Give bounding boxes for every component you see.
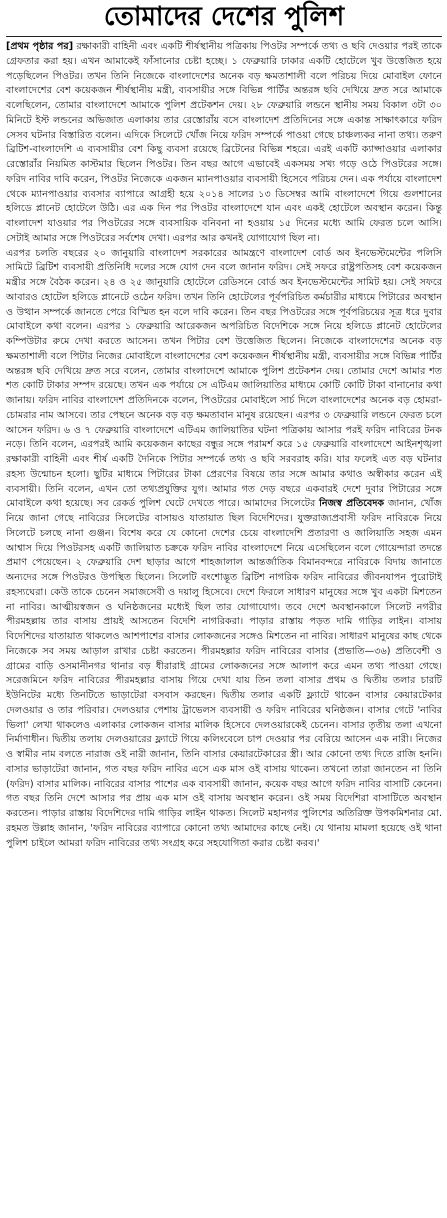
paragraph-2-text: এরপর চলতি বছরের ২০ জানুয়ারি বাংলাদেশ সরকারের আমন্ত্রণে বাংলাদেশ বোর্ড অব ইনভেস্টমেন্টের পলিসি সামিটে ব্রিটিশ ব্যবসায়ী প্রতিনিধি দলের সঙ্গে যোগ দেন বলে জানান ফরিদ। সেই সফরে রাষ্ট্রপতিসহ বেশ কয়েকজন মন্ত্রীর সঙ্গে বৈঠক করেন। ২৪ ও ২৫ জানুয়ারি হোটেলে রেডিসনে বোর্ড অব ইনভেস্টমেন্টের সামিট হয়। সেই সফরে আবারও হোটেল হলিডে প্লানেটে ওঠেন ফরিদ। তখন তিনি হোটেলের পূর্বপরিচিত কর্মচারীর মাধ্যমে পিটারের অবস্থান ও উত্থান সম্পর্কে জানতে পেরে বিস্মিত হন বলে দাবি করেন। তিন বছর পিওটরের সঙ্গে পূর্বপরিচয়ের সূত্র ধরে দুবার মোবাইলে কথা বলেন। এরপর ১ ফেব্রুয়ারি আরেকজন অপরিচিত বিদেশিকে সঙ্গে নিয়ে হলিডে প্লানেট হোটেলের কম্পিউটার রুমে দেখা করতে আসেন। তখন পিটার বেশ উত্তেজিত ছিলেন। নিজেকে বাংলাদেশের অনেক বড় ক্ষমতাশালী বলে পিটার নিজের মোবাইলে বাংলাদেশের বেশ কয়েকজন শীর্ষস্থানীয় মন্ত্রী, ব্যবসায়ীর সঙ্গে বিভিন্ন পার্টির অন্তরঙ্গ ছবি দেখিয়ে দ্রুত সরে বলেন, তোমার বাংলাদেশে আমাকে পুলিশ প্রটেকশন দেয়। তোমার দেশে আমার শত শত কোটি টাকার সম্পদ রয়েছে। তখন এক পর্যায়ে সে এটিএম জালিয়াতির মাধ্যমে কোটি কোটি টাকা বানানোর কথা জানায়। ফরিদ নাবির বাংলাদেশ প্রতিদিনকে বলেন, পিওটরের মোবাইলে সার্চ দিলে বাংলাদেশের অনেক বড় হোমরা-চোমরার নাম আসবে। তার পেছনে অনেক বড় বড় ক্ষমতাবান মানুষ রয়েছেন। এরপর ৩ ফেব্রুয়ারি লন্ডনে ফেরত চলে আসেন ফরিদ। ৬ ও ৭ ফেব্রুয়ারি বাংলাদেশে এটিএম জালিয়াতির ঘটনা পত্রিকায় আসার পরই ফরিদ নাবিরের টনক নড়ে। তিনি বলেন, এরপরই আমি কয়েকজন কাছের বন্ধুর সঙ্গে পরামর্শ করে ১৫ ফেব্রুয়ারি বাংলাদেশে আইনশৃঙ্খলা রক্ষাকারী বাহিনী এবং শীর্ষ একটি দৈনিকে পিটার সম্পর্কে তথ্য ও ছবি সরবরাহ করি। যার ফলেই এত বড় ঘটনার রহস্য উন্মোচন হলো। ছুটির মাধ্যমে পিটারের টাকা প্রেরণের বিষয়ে তার সঙ্গে আমার কথাও অস্বীকার করেন এই ব্যবসায়ী। তিনি বলেন, এখন তো তথ্যপ্রযুক্তির যুগ। আমার গত দেড় বছরে একবারই দেশে দুবার পিটারের সঙ্গে মোবাইলে কথা হয়েছে। সব রেকর্ড পুলিশ ঘেটে দেখতে পারে। আমাদের সিলেটের xyxy=(6,247,442,510)
headline-divider xyxy=(6,36,442,37)
article-paragraph-2 xyxy=(6,247,442,852)
article-headline: তোমাদের দেশের পুলিশ xyxy=(103,2,345,32)
paragraph-1-text: রক্ষাকারী বাহিনী এবং একটি শীর্ষস্থানীয় পত্রিকায় পিওটর সম্পর্কে তথ্য ও ছবি দেওয়ার পরই তাকে গ্রেফতার করা হয়। এখন আমাকেই ফাঁসানোর চেষ্টা হচ্ছে। ১ ফেব্রুয়ারি ঢাকার একটি হোটেলে খুব উত্তেজিত হয়ে পড়েছিলেন পিওটর। তখন তিনি নিজেকে বাংলাদেশের অনেক বড় ক্ষমতাশালী বলে পরিচয় দিয়ে মোবাইল ফোনে বাংলাদেশের বেশ কয়েকজন শীর্ষস্থানীয় মন্ত্রী, ব্যবসায়ীর সঙ্গে বিভিন্ন পার্টির অন্তরঙ্গ ছবি দেখিয়ে দ্রুত সরে আমাকে বলেছিলেন, তোমার বাংলাদেশে আমাকে পুলিশ প্রটেকশন দেয়। ২৮ ফেব্রুয়ারি লন্ডনে স্থানীয় সময় বিকাল ৩টা ৩০ মিনিটে ইস্ট লন্ডনের অভিজাত এলাকায় তার রেস্তোরাঁয় বসে বাংলাদেশ প্রতিদিনের সঙ্গে একান্ত সাক্ষাৎকারে ফরিদ সেসব ঘটনার বিস্তারিত বলেন। এদিকে সিলেটে খোঁজ নিয়ে ফরিদ সম্পর্কে পাওয়া গেছে চাঞ্চল্যকর নানা তথ্য। তরুণ ব্রিটিশ-বাংলাদেশি এ ব্যবসায়ীর বেশ কিছু ব্যবসা রয়েছে ব্রিটেনের বিভিন্ন শহরে। এরই একটি ক্যাপ্সাওয়ার এলাকার রেস্তোরাঁর নিয়মিত কাস্টমার ছিলেন পিওটর। তিন বছর আগে এভাবেই একসময় সখ্য গড়ে ওঠে পিওটরের সঙ্গে। ফরিদ নাবির দাবি করেন, পিওটর নিজেকে একজন ম্যানপাওয়ার ব্যবসায়ী হিসেবে পরিচয় দেন। এক পর্যায়ে বাংলাদেশ থেকে ম্যানপাওয়ার ব্যবসার ব্যাপারে আগ্রহী হয়ে ২০১৪ সালের ১৩ ডিসেম্বর আমি বাংলাদেশে গিয়ে গুলশানের হলিডে প্লানেট হোটেলে উঠি। এর এক দিন পর পিওটর বাংলাদেশে যান এবং একই হোটেলে অবস্থান করেন। কিন্তু বাংলাদেশ যাওয়ার পর পিওটরের সঙ্গে ব্যবসায়িক বনিবনা না হওয়ায় ১৫ দিনের মধ্যে আমি ফেরত চলে আসি। সেটাই আমার সঙ্গে পিওটরের সর্বশেষ দেখা। এরপর আর কখনই যোগাযোগ ছিল না। xyxy=(6,41,442,244)
article-body xyxy=(6,40,442,1212)
byline: নিজস্ব প্রতিবেদক xyxy=(319,498,385,510)
continuation-tag: [প্রথম পৃষ্ঠার পর] xyxy=(6,41,74,52)
paragraph-2-tail-text: জানান, খোঁজ নিয়ে জানা গেছে নাবিরের সিলেটের বাসায়ও যাতায়াত ছিল বিদেশিদের। যুক্তরাজ্যপ্রবাসী ফরিদ নাবিরকে নিয়ে সিলেটে চলছে নানা গুঞ্জন। বিশেষ করে যে কোনো দেশের চেয়ে বাংলাদেশি প্রতারণা ও জালিয়াতি সহজ এমন আশ্বাস দিয়ে পিওটরসহ একটি জালিয়াত চক্রকে ফরিদ নাবির বাংলাদেশে নিয়ে এসেছিলেন বলে গোয়েন্দারা তদন্তে প্রমাণ পেয়েছেন। ২ ফেব্রুয়ারি দেশ ছাড়ার আগে শাহজালাল আন্তর্জাতিক বিমানবন্দরে নাবিরকে বিদায় জানাতে অন্যদের সঙ্গে পিওটরও উপস্থিত ছিলেন। সিলেটি বংশোদ্ভূত ব্রিটিশ নাগরিক ফরিদ নাবিরের জীবনযাপন পুরোটাই রহস্যঘেরা। কেউ তাকে চেনেন সমাজসেবী ও দয়ালু হিসেবে। দেশে ফিরলে সাধারণ মানুষের সঙ্গে খুব একটা মিশতেন না নাবির। আত্মীয়স্বজন ও ঘনিষ্ঠজনের মধ্যেই ছিল তার যোগাযোগ। তবে দেশে অবস্থানকালে সিলেট নগরীর পীরমহল্লায় তার বাসায় প্রায়ই আসতেন বিদেশি নাগরিকরা। পাড়ার রাস্তায় পড়ত দামি গাড়ির লাইন। বাসায় বিদেশিদের যাতায়াত থাকলেও আশপাশের বাসার লোকজনের সঙ্গেও মিশতেন না নাবির। সাধারণ মানুষের কাছ থেকে নিজেকে সব সময় আড়াল রাখার চেষ্টা করতেন। পীরমহল্লার ফরিদ নাবিরের বাসার (প্রভাতি—৩৬) প্রতিবেশী ও গ্রামের বাড়ি ওসমানীনগর থানার বড় ধীরারাই গ্রামের লোকজনের সঙ্গে আলাপ করে এমন তথ্য পাওয়া গেছে। সরেজমিনে ফরিদ নাবিরের পীরমহল্লার বাসায় গিয়ে দেখা যায় তিন তলা বাসার প্রথম ও দ্বিতীয় তলার চারটি ইউনিটের মধ্যে তিনটিতে ভাড়াটেরা বসবাস করছেন। দ্বিতীয় তলার একটি ফ্ল্যাটে থাকেন বাসার কেয়ারটেকার দেলওয়ার ও তার পরিবার। দেলওয়ার পেশায় ট্রাভেলস ব্যবসায়ী ও ফরিদ নাবিরের ঘনিষ্ঠজন। বাসার গেটে 'নাবির ভিলা' লেখা থাকলেও এলাকার লোকজন বাসার মালিক হিসেবে দেলওয়ারকেই চেনেন। বাসার তৃতীয় তলা এখনো নির্মাণাধীন। দ্বিতীয় তলায় দেলওয়ারের ফ্ল্যাটে গিয়ে কলিংবেলে চাপ দেওয়ার পর বেরিয়ে আসেন এক নারী। নিজের ও স্বামীর নাম বলতে নারাজ ওই নারী জানান, তিনি বাসার কেয়ারটেকারের স্ত্রী। আর কোনো তথ্য দিতে রাজি হননি। বাসার ভাড়াটেরা জানান, গত বছর ফরিদ নাবির এসে এক মাস ওই বাসায় থাকেন। তখনো তারা জানতেন না তিনি (ফরিদ) বাসার মালিক। নাবিরের বাসার পাশের এক ব্যবসায়ী জানান, কয়েক বছর আগে ফরিদ নাবির বাসাটি কেনেন। গত বছর তিনি দেশে আসার পর প্রায় এক মাস ওই বাসায় অবস্থান করেন। ওই সময় বিদেশিরা বাসাটিতে অবস্থান করতেন। পাড়ার রাস্তায় বিদেশিদের দামি গাড়ির লাইন থাকত। সিলেট মহানগর পুলিশের অতিরিক্ত উপকমিশনার মো. রহমত উল্লাহ জানান, 'ফরিদ নাবিরের ব্যাপারে কোনো তথ্য আমাদের কাছে নেই। যে থানায় মামলা হয়েছে ওই থানা পুলিশ চাইলে আমরা ফরিদ নাবিরের তথ্য সংগ্রহ করে সহযোগিতা করার চেষ্টা করব।' xyxy=(6,498,442,849)
article-paragraph-1 xyxy=(6,40,442,247)
